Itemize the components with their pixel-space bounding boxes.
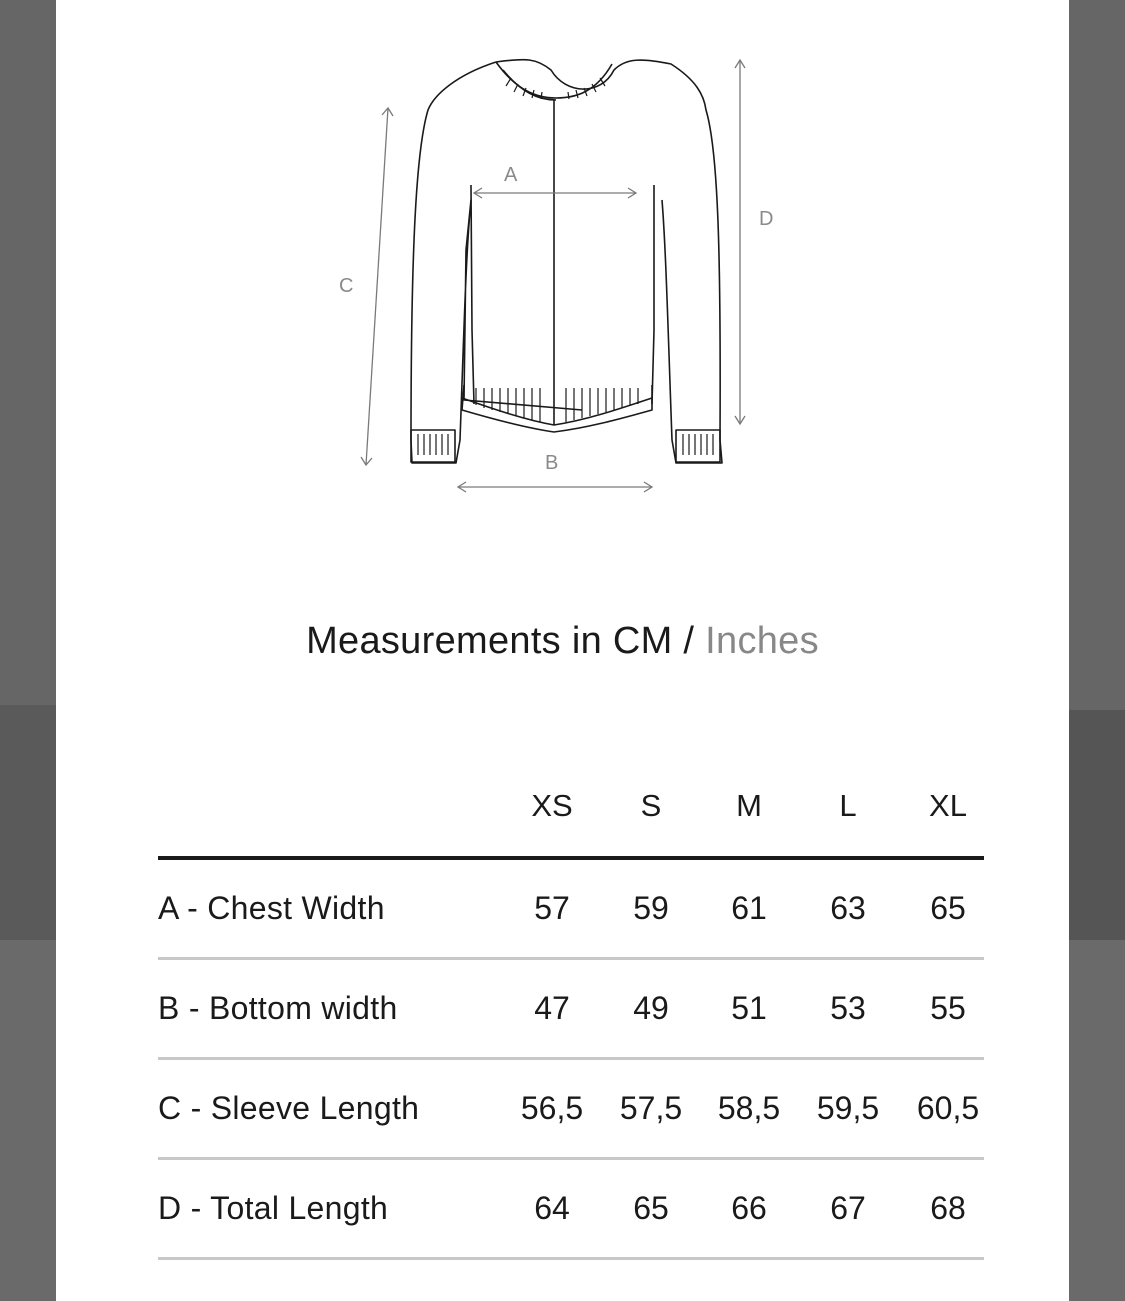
size-guide-sheet xyxy=(56,0,1069,1301)
table-row xyxy=(158,860,984,960)
size-header-cell: XS xyxy=(531,788,573,823)
table-cell: 56,5 xyxy=(520,1090,584,1126)
size-header-cell: S xyxy=(640,788,662,823)
size-header-cell: L xyxy=(839,788,857,823)
cardigan-illustration xyxy=(56,0,1069,520)
measurement-unit-heading xyxy=(56,620,1069,663)
unit-cm-label[interactable]: Measurements in CM / xyxy=(306,620,695,662)
table-cell: 57 xyxy=(534,890,570,926)
row-label: B - Bottom width xyxy=(158,990,398,1026)
table-cell: 60,5 xyxy=(916,1090,980,1126)
table-cell: 51 xyxy=(731,990,767,1026)
size-header-cell: XL xyxy=(929,788,967,823)
backdrop-left xyxy=(0,0,56,1301)
table-cell: 58,5 xyxy=(717,1090,781,1126)
table-cell: 57,5 xyxy=(619,1090,683,1126)
dimension-label-a: A xyxy=(504,164,518,186)
table-cell: 66 xyxy=(731,1190,767,1226)
size-header-cell: M xyxy=(736,788,762,823)
table-cell: 65 xyxy=(930,890,966,926)
garment-diagram xyxy=(56,0,1069,520)
table-cell: 64 xyxy=(534,1190,570,1226)
dimension-label-d: D xyxy=(759,208,774,230)
dimension-label-c: C xyxy=(339,275,354,297)
table-cell: 49 xyxy=(633,990,669,1026)
row-label: A - Chest Width xyxy=(158,890,385,926)
table-cell: 59,5 xyxy=(816,1090,880,1126)
table-cell: 53 xyxy=(830,990,866,1026)
table-row xyxy=(158,1060,984,1160)
table-cell: 65 xyxy=(633,1190,669,1226)
table-cell: 68 xyxy=(930,1190,966,1226)
size-header-row xyxy=(158,780,984,860)
table-cell: 59 xyxy=(633,890,669,926)
table-cell: 63 xyxy=(830,890,866,926)
row-label: C - Sleeve Length xyxy=(158,1090,420,1126)
table-cell: 47 xyxy=(534,990,570,1026)
backdrop-right xyxy=(1069,0,1125,1301)
table-cell: 61 xyxy=(731,890,767,926)
row-label: D - Total Length xyxy=(158,1190,389,1226)
table-cell: 55 xyxy=(930,990,966,1026)
unit-inches-toggle[interactable]: Inches xyxy=(705,620,819,662)
table-cell: 67 xyxy=(830,1190,866,1226)
table-row xyxy=(158,1160,984,1260)
table-row xyxy=(158,960,984,1060)
dimension-label-b: B xyxy=(545,452,559,474)
size-chart-table xyxy=(158,780,984,1260)
